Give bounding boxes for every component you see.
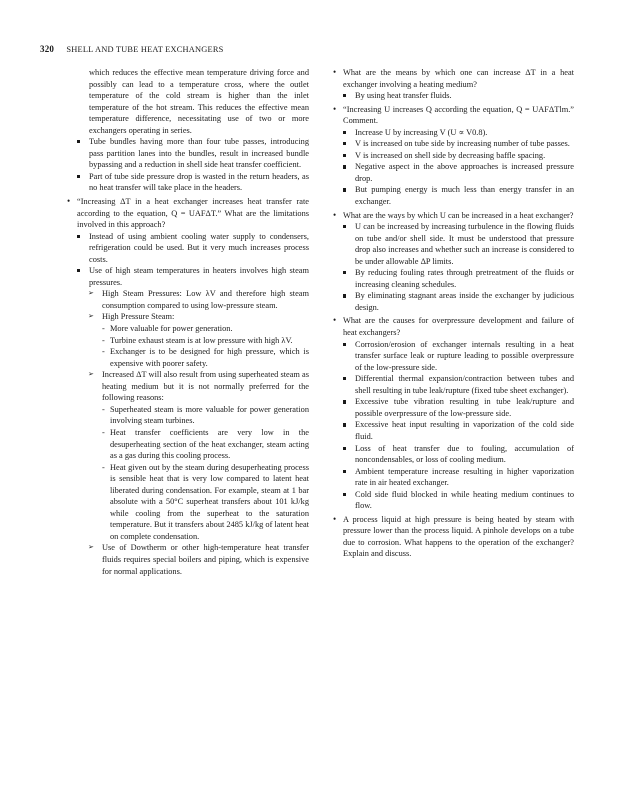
- dash-item: - More valuable for power generation.: [68, 323, 309, 335]
- question-item: • What are the means by which one can increase ΔT in a heat exchanger involving a heating medium?: [334, 67, 574, 90]
- bullet-item: By eliminating stagnant areas inside the exchanger by judicious design.: [334, 290, 574, 313]
- bullet-item: Instead of using ambient cooling water supply to condensers, refrigeration could be used. But it very much increases process costs.: [68, 231, 309, 266]
- bullet-item: Corrosion/erosion of exchanger internals resulting in a heat transfer surface leak or rupture leading to possible overpressure of the low-pressure side.: [334, 339, 574, 374]
- bullet-item: Excessive tube vibration resulting in tube leak/rupture and possible overpressure of the low-pressure side.: [334, 396, 574, 419]
- bullet-item: U can be increased by increasing turbulence in the flowing fluids on tube and/or shell side. It must be understood that pressure drop also increases and whether such an increase is considered to be under allowable ΔP limits.: [334, 221, 574, 267]
- dash-item: - Exchanger is to be designed for high pressure, which is expensive with poorer safety.: [68, 346, 309, 369]
- bullet-item: Part of tube side pressure drop is wasted in the return headers, as no heat transfer will take place in the headers.: [68, 171, 309, 194]
- arrow-item: ➢ Use of Dowtherm or other high-temperature heat transfer fluids requires special boilers and piping, which is expensive for normal applications.: [68, 542, 309, 577]
- bullet-item: V is increased on tube side by increasing number of tube passes.: [334, 138, 574, 150]
- bullet-item: By reducing fouling rates through pretreatment of the fluids or increasing cleaning schedules.: [334, 267, 574, 290]
- dash-item: - Superheated steam is more valuable for power generation involving steam turbines.: [68, 404, 309, 427]
- dash-item: - Turbine exhaust steam is at low pressure with high λV.: [68, 335, 309, 347]
- left-column: [68, 67, 309, 577]
- arrow-item: ➢ High Steam Pressures: Low λV and therefore high steam consumption compared to using low-pressure steam.: [68, 288, 309, 311]
- dash-item: - Heat transfer coefficients are very low in the desuperheating section of the heat exchanger, steam acting as a gas during this cooling process.: [68, 427, 309, 462]
- arrow-item: ➢ Increased ΔT will also result from using superheated steam as heating medium but it is not normally preferred for the following reasons:: [68, 369, 309, 404]
- right-column: [334, 67, 574, 560]
- bullet-item: Ambient temperature increase resulting in higher vaporization rate in air heated exchanger.: [334, 466, 574, 489]
- running-title: SHELL AND TUBE HEAT EXCHANGERS: [66, 45, 224, 54]
- bullet-item: Increase U by increasing V (U ∝ V0.8).: [334, 127, 574, 139]
- running-header: [40, 44, 223, 54]
- bullet-item: Cold side fluid blocked in while heating medium continues to flow.: [334, 489, 574, 512]
- dash-item: - Heat given out by the steam during desuperheating process is sensible heat that is very low compared to latent heat liberated during condensation. For example, steam at 1 bar absolute with a 50°C superheat transfers about 101 kJ/kg while cooling from the superheat to the saturation temperature. But it transfers about 2485 kJ/kg of latent heat on complete condensation.: [68, 462, 309, 543]
- bullet-item: Loss of heat transfer due to fouling, accumulation of noncondensables, or loss of cooling medium.: [334, 443, 574, 466]
- bullet-item: Negative aspect in the above approaches is increased pressure drop.: [334, 161, 574, 184]
- bullet-item: Use of high steam temperatures in heaters involves high steam pressures.: [68, 265, 309, 288]
- page-number: 320: [40, 44, 55, 54]
- bullet-item: Tube bundles having more than four tube passes, introducing pass partition lanes into the bundles, result in increased bundle bypassing and a reduction in shell side heat transfer coefficient.: [68, 136, 309, 171]
- question-item: • What are the ways by which U can be increased in a heat exchanger?: [334, 210, 574, 222]
- bullet-item: V is increased on shell side by decreasing baffle spacing.: [334, 150, 574, 162]
- question-item: • What are the causes for overpressure development and failure of heat exchangers?: [334, 315, 574, 338]
- question-item: • “Increasing U increases Q according the equation, Q = UAFΔTlm.” Comment.: [334, 104, 574, 127]
- question-item: • “Increasing ΔT in a heat exchanger increases heat transfer rate according to the equation, Q = UAFΔT.” What are the limitations involved in this approach?: [68, 196, 309, 231]
- bullet-item: Excessive heat input resulting in vaporization of the cold side fluid.: [334, 419, 574, 442]
- bullet-item: But pumping energy is much less than energy transfer in an exchanger.: [334, 184, 574, 207]
- bullet-item: By using heat transfer fluids.: [334, 90, 574, 102]
- continued-paragraph: which reduces the effective mean temperature driving force and possibly can lead to a temperature cross, where the outlet temperature of the cold stream is higher than the inlet temperature of the hot stream. This reduces the effective mean temperature difference, necessitating use of two or more exchangers operating in series.: [89, 68, 309, 135]
- question-item: • A process liquid at high pressure is being heated by steam with pressure lower than the process liquid. A pinhole develops on a tube due to corrosion. What happens to the operation of the exchanger? Explain and discuss.: [334, 514, 574, 560]
- bullet-item: Differential thermal expansion/contraction between tubes and shell resulting in tube leak/rupture (fixed tube sheet exchanger).: [334, 373, 574, 396]
- arrow-item: ➢ High Pressure Steam:: [68, 311, 309, 323]
